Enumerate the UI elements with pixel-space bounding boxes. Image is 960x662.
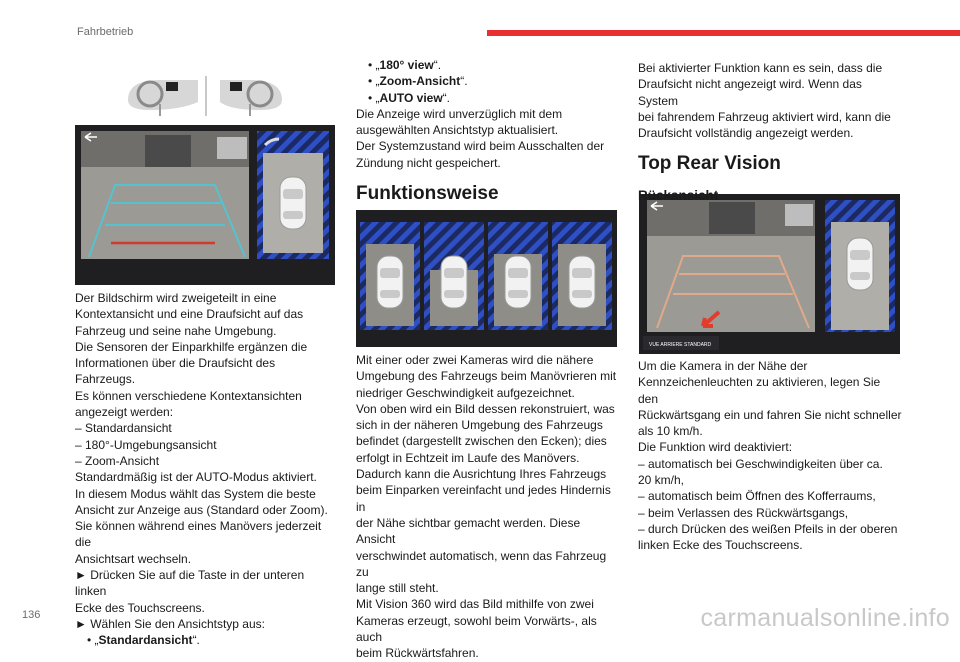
text-line: Es können verschiedene Kontextansichten bbox=[75, 388, 302, 403]
bullet-bold-text: Zoom-Ansicht bbox=[379, 74, 461, 89]
text-line: Standardmäßig ist der AUTO-Modus aktiviert. bbox=[75, 470, 317, 485]
text-line: befindet (dargestellt zwischen den Ecken); dies bbox=[356, 434, 607, 449]
bullet-bold-text: AUTO view bbox=[379, 90, 443, 105]
text-line: Um die Kamera in der Nähe der bbox=[638, 359, 808, 373]
column-2 bbox=[356, 57, 620, 205]
bullet-suffix: “. bbox=[192, 633, 200, 648]
column-1 bbox=[75, 290, 337, 649]
text-line: lange still steht. bbox=[356, 581, 439, 596]
bullet-prefix: • „ bbox=[87, 633, 99, 648]
text-line: Informationen über die Draufsicht des Fahrzeugs. bbox=[75, 356, 276, 387]
step-line: Ecke des Touchscreens. bbox=[75, 600, 205, 615]
list-item: – 180°-Umgebungsansicht bbox=[75, 437, 217, 452]
bullet-suffix: “. bbox=[460, 74, 468, 89]
bullet-item bbox=[356, 73, 620, 89]
text-line: Ansichtsart wechseln. bbox=[75, 551, 192, 566]
text-line: Kennzeichenleuchten zu aktivieren, legen Sie den bbox=[638, 375, 881, 406]
top-view-sequence-image bbox=[356, 210, 617, 347]
text-line: bei fahrendem Fahrzeug aktiviert wird, kann die bbox=[638, 109, 891, 124]
text-line: Kontextansicht und eine Draufsicht auf das bbox=[75, 307, 304, 322]
column-3 bbox=[638, 60, 902, 205]
text-line: Kameras erzeugt, sowohl beim Vorwärts-, als auch bbox=[356, 613, 597, 645]
column-3-body bbox=[638, 358, 902, 554]
list-item: – automatisch beim Öffnen des Kofferraums, bbox=[638, 489, 876, 504]
text-line: Fahrzeug und seine nahe Umgebung. bbox=[75, 323, 277, 338]
text-line: Draufsicht vollständig angezeigt werden. bbox=[638, 126, 854, 141]
bullet-suffix: “. bbox=[433, 58, 442, 72]
text-line: als 10 km/h. bbox=[638, 424, 703, 439]
text-line: der Nähe sichtbar gemacht werden. Diese Ansicht bbox=[356, 515, 581, 547]
text-line: Rückwärtsgang ein und fahren Sie nicht schneller bbox=[638, 407, 902, 422]
bullet-bold-text: 180° view bbox=[379, 58, 434, 72]
section-heading: Top Rear Vision bbox=[638, 153, 781, 175]
text-line: Umgebung des Fahrzeugs beim Manövrieren mit bbox=[356, 369, 617, 384]
rear-view-camera-image bbox=[639, 194, 900, 354]
watermark-text: carmanualsonline.info bbox=[700, 604, 950, 632]
bullet-item bbox=[356, 90, 620, 106]
text-line: erfolgt in Echtzeit im Laufe des Manövers. bbox=[356, 450, 580, 465]
text-line: Von oben wird ein Bild dessen rekonstruiert, was bbox=[356, 401, 615, 416]
text-line: sich in der näheren Umgebung des Fahrzeugs bbox=[356, 418, 603, 433]
page-number: 136 bbox=[22, 609, 41, 621]
column-2-body bbox=[356, 352, 620, 662]
list-item: – Standardansicht bbox=[75, 421, 172, 436]
bullet-prefix: • „ bbox=[368, 74, 380, 89]
text-line: verschwindet automatisch, wenn das Fahrzeug zu bbox=[356, 548, 607, 579]
text-line: Die Funktion wird deaktiviert: bbox=[638, 440, 793, 455]
bullet-suffix: “. bbox=[442, 90, 451, 105]
text-line: Der Bildschirm wird zweigeteilt in eine bbox=[75, 291, 277, 305]
section-heading: Funktionsweise bbox=[356, 183, 499, 205]
step-line: ► Wählen Sie den Ansichtstyp aus: bbox=[75, 616, 265, 631]
subsection-heading: Rückansicht bbox=[638, 188, 719, 204]
text-line: beim Rückwärtsfahren. bbox=[356, 646, 479, 661]
text-line: ausgewählten Ansichtstyp aktualisiert. bbox=[356, 123, 559, 138]
list-item: 20 km/h, bbox=[638, 473, 685, 488]
text-line: Ansicht zur Anzeige aus (Standard oder Zoom). bbox=[75, 502, 328, 517]
text-line: Draufsicht nicht angezeigt wird. Wenn das System bbox=[638, 77, 862, 108]
bullet-bold-text: Standardansicht bbox=[98, 633, 193, 648]
text-line: Die Anzeige wird unverzüglich mit dem bbox=[356, 106, 563, 121]
header-accent-bar bbox=[487, 30, 960, 36]
list-item: – Zoom-Ansicht bbox=[75, 453, 160, 468]
dashboard-illustration bbox=[120, 72, 290, 120]
text-line: Mit Vision 360 wird das Bild mithilfe von zwei bbox=[356, 597, 594, 612]
view-mode-label[interactable]: VUE ARRIERE STANDARD bbox=[649, 342, 712, 348]
bullet-prefix: • „ bbox=[368, 58, 380, 72]
section-title: Fahrbetrieb bbox=[77, 26, 134, 38]
text-line: Zündung nicht gespeichert. bbox=[356, 155, 501, 170]
bullet-item bbox=[356, 57, 620, 73]
text-line: niedriger Geschwindigkeit aufgezeichnet. bbox=[356, 385, 575, 400]
bullet-prefix: • „ bbox=[368, 90, 380, 105]
text-line: Bei aktivierter Funktion kann es sein, dass die bbox=[638, 61, 883, 75]
bullet-item bbox=[75, 632, 337, 648]
step-line: ► Drücken Sie auf die Taste in der unteren linken bbox=[75, 568, 305, 599]
list-item: – beim Verlassen des Rückwärtsgangs, bbox=[638, 505, 849, 520]
text-line: angezeigt werden: bbox=[75, 405, 174, 420]
text-line: In diesem Modus wählt das System die beste bbox=[75, 486, 316, 501]
text-line: Sie können während eines Manövers jederzeit die bbox=[75, 519, 322, 550]
text-line: Dadurch kann die Ausrichtung Ihres Fahrzeugs bbox=[356, 467, 607, 482]
text-line: beim Einparken vereinfacht und jedes Hindernis in bbox=[356, 483, 611, 514]
text-line: Die Sensoren der Einparkhilfe ergänzen die bbox=[75, 339, 308, 354]
list-item: – durch Drücken des weißen Pfeils in der oberen bbox=[638, 521, 898, 536]
text-line: Mit einer oder zwei Kameras wird die nähere bbox=[356, 353, 594, 367]
list-item: – automatisch bei Geschwindigkeiten über ca. bbox=[638, 456, 883, 471]
split-screen-camera-image bbox=[75, 125, 335, 285]
list-item: linken Ecke des Touchscreens. bbox=[638, 538, 803, 553]
text-line: Der Systemzustand wird beim Ausschalten der bbox=[356, 139, 605, 154]
